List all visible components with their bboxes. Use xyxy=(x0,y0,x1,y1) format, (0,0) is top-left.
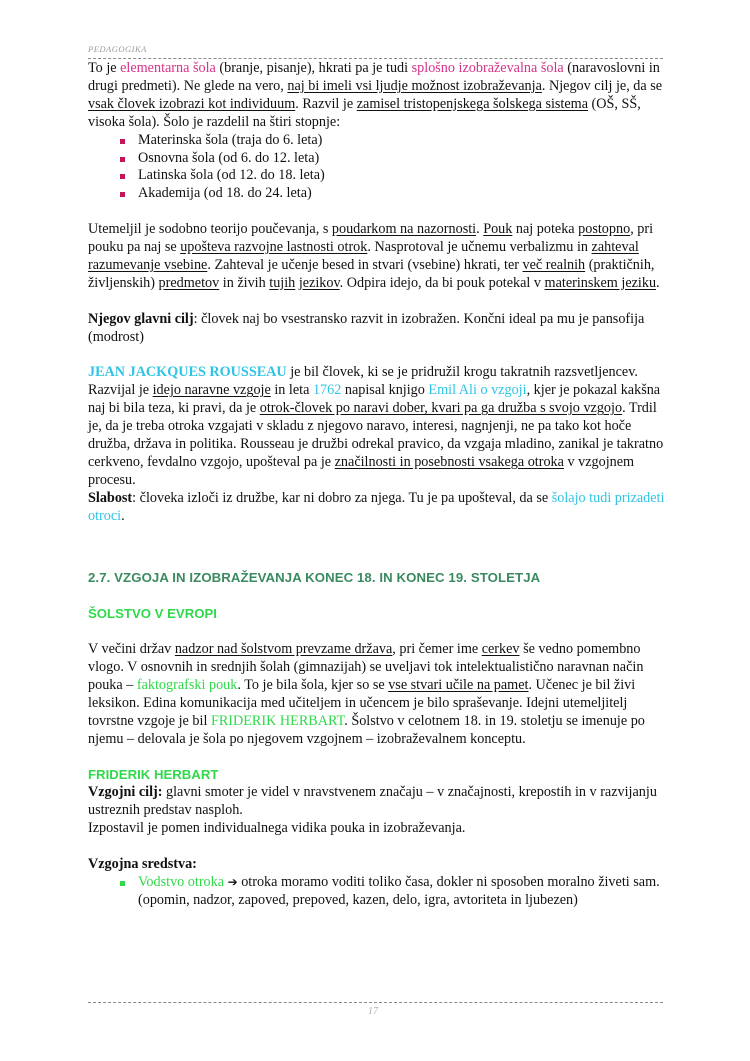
herbart-heading: FRIDERIK HERBART xyxy=(88,767,219,783)
text: . Nasprotoval je učnemu verbalizmu in xyxy=(367,239,592,256)
educational-means-list xyxy=(88,874,668,910)
section-heading: 2.7. VZGOJA IN IZOBRAŽEVANJA KONEC 18. IN KONEC 19. STOLETJA xyxy=(88,570,541,586)
text: . Zahteval je učenje besed in stvari (vsebine) hkrati, ter xyxy=(207,256,523,273)
list-item xyxy=(120,874,668,910)
text: . Njegov cilj je, da se xyxy=(541,77,663,94)
underlined-text: predmetov xyxy=(158,274,220,291)
underlined-text: jezikov xyxy=(298,274,340,291)
square-bullet-icon xyxy=(120,157,125,162)
text: v vzgojnem procesu. xyxy=(88,453,635,488)
spacer xyxy=(88,346,668,364)
underlined-text: otrok-človek po naravi dober, kvari pa ga družba s svojo vzgojo xyxy=(259,400,623,417)
subsection-heading: ŠOLSTVO V EVROPI xyxy=(88,606,217,622)
text: (OŠ, SŠ, visoka šola). Šolo je razdelil na štiri stopnje: xyxy=(88,95,641,130)
text: (naravoslovni in drugi predmeti). Ne glede na vero, xyxy=(88,60,660,94)
square-bullet-icon xyxy=(120,881,125,886)
highlight-general-education-school: splošno izobraževalna šola xyxy=(411,60,564,76)
list-item-text: Latinska šola (od 12. do 18. leta) xyxy=(138,167,325,184)
spacer xyxy=(88,587,668,605)
text: glavni smoter je videl v nravstvenem značaju – v značajnosti, krepostih in v razvijanju ustreznih predstav nasploh. xyxy=(88,784,657,819)
header-divider xyxy=(88,58,663,59)
bold-label: Vzgojni cilj: xyxy=(88,784,163,801)
page-content xyxy=(88,60,668,910)
text: . xyxy=(476,221,484,238)
underlined-text: zamisel tristopenjskega šolskega sistema xyxy=(356,95,588,112)
text: . To je bila šola, kjer so se xyxy=(237,676,389,693)
highlight-text: šolajo tudi prizadeti otroci xyxy=(88,489,665,524)
square-bullet-icon xyxy=(120,139,125,144)
underlined-text: cerkev xyxy=(481,641,520,657)
list-item xyxy=(120,132,668,150)
text: in živih xyxy=(219,274,270,291)
text: je bil človek, ki se je pridružil krogu takratnih razsvetljencev. Razvijal je xyxy=(88,364,638,399)
spacer xyxy=(88,552,668,570)
school-stages-list xyxy=(88,132,668,204)
spacer xyxy=(88,748,668,766)
text: . Trdil je, da je treba otroka vzgajati v skladu z njegovo naravo, interesi, nagnjenji, ne pa tako kot hoče družba, država in politika. Rousseau je družbi odrekal pravico, da vzgaja mladino, zanikal je takratno cerkveno, fevdalno vzgojo, upošteval pa je xyxy=(88,400,664,470)
herbart-goal xyxy=(88,784,668,820)
text: . Šolstvo v celotnem 18. in 19. stoletju se imenuje po njemu – delovala je šola po njegovem vzgojnem – izobraževalnem konceptu. xyxy=(88,712,645,747)
text: naj poteka xyxy=(512,221,579,238)
running-header: PEDAGOGIKA xyxy=(88,44,147,54)
text: napisal knjigo xyxy=(341,382,429,399)
herbart-individual-aspect: Izpostavil je pomen individualnega vidika pouka in izobraževanja. xyxy=(88,820,466,837)
text: . Učenec je bil živi leksikon. Edina komunikacija med učiteljem in učencem je bilo spraševanje. Idejni utemeljitelj tovrstne vzgoje je bil xyxy=(88,676,636,729)
underlined-text: Pouk xyxy=(483,221,513,238)
text: . xyxy=(656,274,660,291)
text: in leta xyxy=(270,382,313,399)
underlined-text: idejo naravne vzgoje xyxy=(152,382,271,399)
comenius-paragraph-2 xyxy=(88,221,668,293)
highlight-text: Vodstvo otroka xyxy=(138,873,225,890)
text: . Razvil je xyxy=(295,95,357,112)
underlined-text: postopno xyxy=(578,221,631,238)
rousseau-name: JEAN JACKQUES ROUSSEAU xyxy=(88,364,287,381)
underlined-text: vsak človek izobrazi kot individuum xyxy=(88,95,296,112)
square-bullet-icon xyxy=(120,174,125,179)
highlight-book-title: Emil Ali o vzgoji xyxy=(428,382,527,399)
text: (branje, pisanje), hkrati pa je tudi xyxy=(215,60,412,76)
underlined-text: značilnosti in posebnosti vsakega otroka xyxy=(334,453,564,470)
highlight-elementary-school: elementarna šola xyxy=(120,60,216,76)
underlined-text: zahteval razumevanje vsebine xyxy=(88,239,639,273)
underlined-text: več realnih xyxy=(522,256,586,273)
list-item xyxy=(120,167,668,185)
europe-schooling-paragraph xyxy=(88,641,668,748)
highlight-herbart-name: FRIDERIK HERBART xyxy=(210,712,345,729)
underlined-text: nadzor nad šolstvom prevzame država xyxy=(174,641,393,657)
text: (praktičnih, življenskih) xyxy=(88,256,655,291)
list-item-text: Akademija (od 18. do 24. leta) xyxy=(138,185,312,202)
underlined-text: naj bi imeli vsi ljudje možnost izobraževanja xyxy=(287,77,542,94)
underlined-text: materinskem jeziku xyxy=(544,274,657,291)
text: , pri čemer ime xyxy=(392,641,482,657)
underlined-text: vse stvari učile na pamet xyxy=(388,676,529,693)
text: , kjer je pokazal kakšna naj bi bila teza, ki pravi, da je xyxy=(88,382,661,417)
list-item-text: Osnovna šola (od 6. do 12. leta) xyxy=(138,149,320,166)
text: . Odpira idejo, da bi pouk potekal v xyxy=(339,274,545,291)
list-item-text: otroka moramo voditi toliko časa, dokler ni sposoben moralno živeti sam. (opomin, nadzor, zapoved, prepoved, kazen, delo, igra, avtoriteta in ljubezen) xyxy=(138,873,660,908)
underlined-text: poudarkom na nazornosti xyxy=(331,221,477,238)
herbart-means-label xyxy=(88,856,668,874)
spacer xyxy=(88,293,668,311)
page-number: 17 xyxy=(368,1006,378,1017)
text: : človek naj bo vsestransko razvit in izobražen. Končni ideal pa mu je pansofija (modrost) xyxy=(88,310,645,345)
text: še vedno pomembno vlogo. V osnovnih in srednjih šolah (gimnazijah) se uveljavi tok intelektualistično naravnan način pouka – xyxy=(88,641,644,693)
list-item xyxy=(120,185,668,203)
comenius-main-goal xyxy=(88,311,668,347)
bold-label: Vzgojna sredstva: xyxy=(88,855,197,872)
spacer xyxy=(88,526,668,552)
text: : človeka izloči iz družbe, kar ni dobro za njega. Tu je pa upošteval, da se xyxy=(132,489,552,506)
text: V večini držav xyxy=(88,641,175,657)
text: . xyxy=(121,507,125,524)
highlight-text: faktografski pouk xyxy=(136,676,238,693)
underlined-text: tujih xyxy=(269,274,296,291)
highlight-year: 1762 xyxy=(312,382,342,399)
square-bullet-icon xyxy=(120,192,125,197)
bold-label: Slabost xyxy=(88,489,133,506)
spacer xyxy=(88,623,668,641)
text: To je xyxy=(88,60,121,76)
right-arrow-icon: ➔ xyxy=(227,874,238,889)
footer-divider xyxy=(88,1002,663,1003)
spacer xyxy=(88,203,668,221)
list-item xyxy=(120,150,668,168)
underlined-text: upošteva razvojne lastnosti otrok xyxy=(180,239,368,256)
list-item-text: Materinska šola (traja do 6. leta) xyxy=(138,131,323,148)
text: Utemeljil je sodobno teorijo poučevanja, s xyxy=(88,221,332,238)
rousseau-paragraph xyxy=(88,364,668,525)
comenius-paragraph-1 xyxy=(88,60,668,132)
bold-label: Njegov glavni cilj xyxy=(88,310,194,327)
spacer xyxy=(88,838,668,856)
text: , pri pouku pa naj se xyxy=(88,221,654,256)
